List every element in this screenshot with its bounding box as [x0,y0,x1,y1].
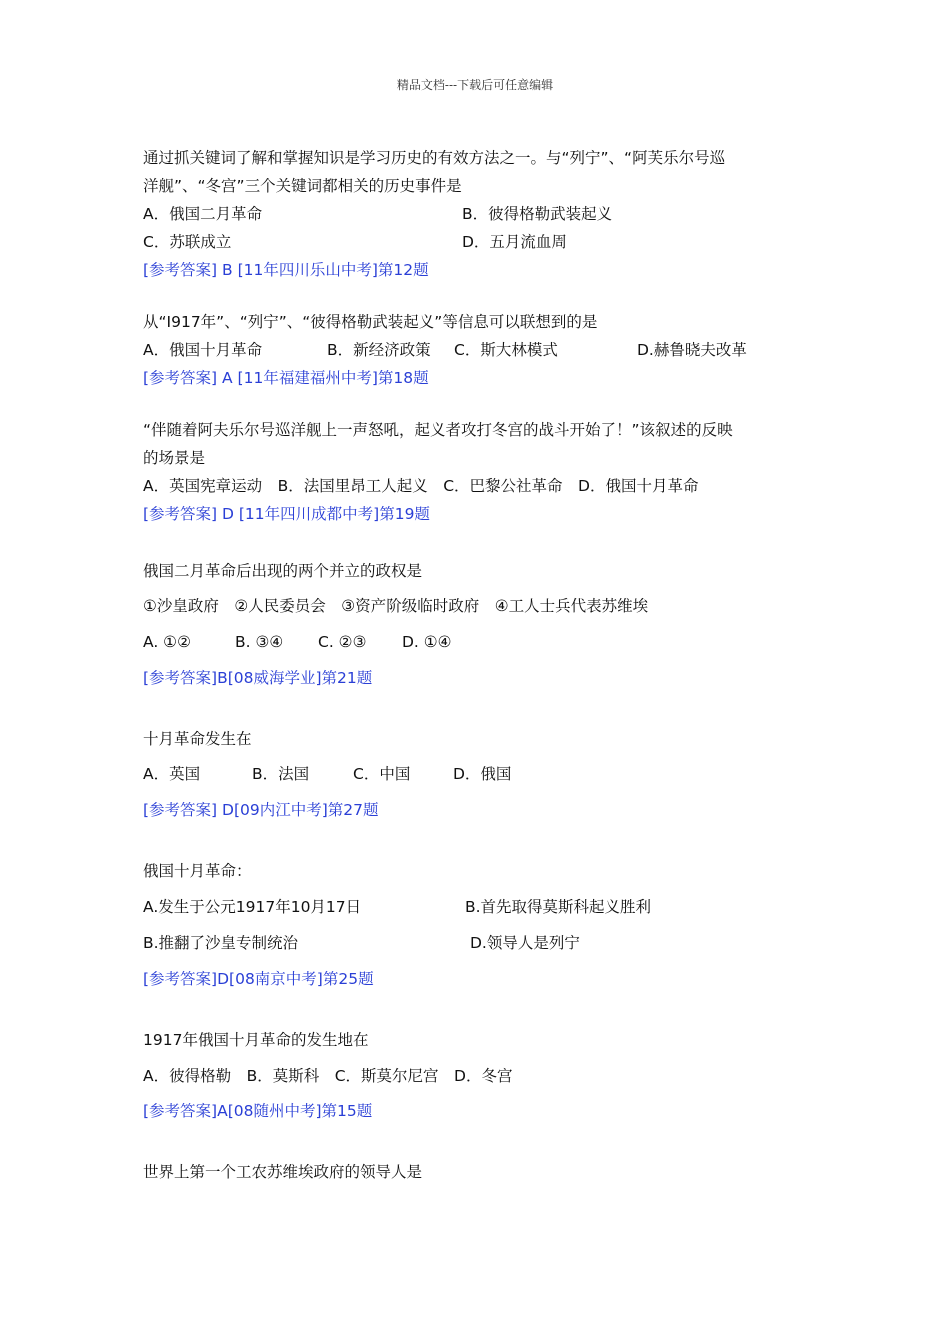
q2-option-c: C．斯大林模式 [454,341,558,359]
q2-option-a: A．俄国十月革命 [143,341,263,359]
q6-option-b: B.首先取得莫斯科起义胜利 [465,898,652,916]
q5-option-a: A．英国 [143,765,201,783]
q4-answer: [参考答案]B[08威海学业]第21题 [143,669,373,687]
q6-answer: [参考答案]D[08南京中考]第25题 [143,970,374,988]
q7-answer: [参考答案]A[08随州中考]第15题 [143,1102,373,1120]
q4-option-c: C. ②③ [318,633,367,651]
q8-stem: 世界上第一个工农苏维埃政府的领导人是 [143,1163,423,1181]
q3-stem-line2: 的场景是 [143,449,206,467]
q4-option-b: B. ③④ [235,633,284,651]
q5-option-d: D．俄国 [453,765,512,783]
q5-option-c: C．中国 [353,765,411,783]
q2-answer: [参考答案] A [11年福建福州中考]第18题 [143,369,429,387]
q1-stem-line2: 洋舰”、“冬宫”三个关键词都相关的历史事件是 [143,177,462,195]
q1-option-c: C．苏联成立 [143,233,232,251]
q1-option-d: D．五月流血周 [462,233,567,251]
q6-option-d: D.领导人是列宁 [470,934,580,952]
q5-option-b: B．法国 [252,765,310,783]
q4-stem: 俄国二月革命后出现的两个并立的政权是 [143,562,423,580]
q6-stem: 俄国十月革命： [143,862,252,880]
q1-answer: [参考答案] B [11年四川乐山中考]第12题 [143,261,429,279]
q5-answer: [参考答案] D[09内江中考]第27题 [143,801,379,819]
q1-stem-line1: 通过抓关键词了解和掌握知识是学习历史的有效方法之一。与“列宁”、“阿芙乐尔号巡 [143,149,726,167]
q7-stem: 1917年俄国十月革命的发生地在 [143,1031,369,1049]
q7-options: A．彼得格勒 B．莫斯科 C．斯莫尔尼宫 D．冬宫 [143,1067,513,1085]
q2-option-b: B．新经济政策 [327,341,431,359]
q4-option-a: A. ①② [143,633,191,651]
q6-option-a: A.发生于公元1917年10月17日 [143,898,362,916]
q4-option-d: D. ①④ [402,633,452,651]
q3-answer: [参考答案] D [11年四川成都中考]第19题 [143,505,430,523]
q3-stem-line1: “伴随着阿夫乐尔号巡洋舰上一声怒吼，起义者攻打冬宫的战斗开始了！”该叙述的反映 [143,421,733,439]
page-header: 精品文档---下载后可任意编辑 [396,78,554,92]
q4-items: ①沙皇政府 ②人民委员会 ③资产阶级临时政府 ④工人士兵代表苏维埃 [143,597,649,615]
q3-options: A．英国宪章运动 B．法国里昂工人起义 C．巴黎公社革命 D．俄国十月革命 [143,477,699,495]
q2-stem: 从“I917年”、“列宁”、“彼得格勒武装起义”等信息可以联想到的是 [143,313,598,331]
q1-option-a: A．俄国二月革命 [143,205,263,223]
q6-option-c: B.推翻了沙皇专制统治 [143,934,299,952]
q5-stem: 十月革命发生在 [143,730,252,748]
q2-option-d: D.赫鲁晓夫改革 [637,341,747,359]
q1-option-b: B．彼得格勒武装起义 [462,205,613,223]
